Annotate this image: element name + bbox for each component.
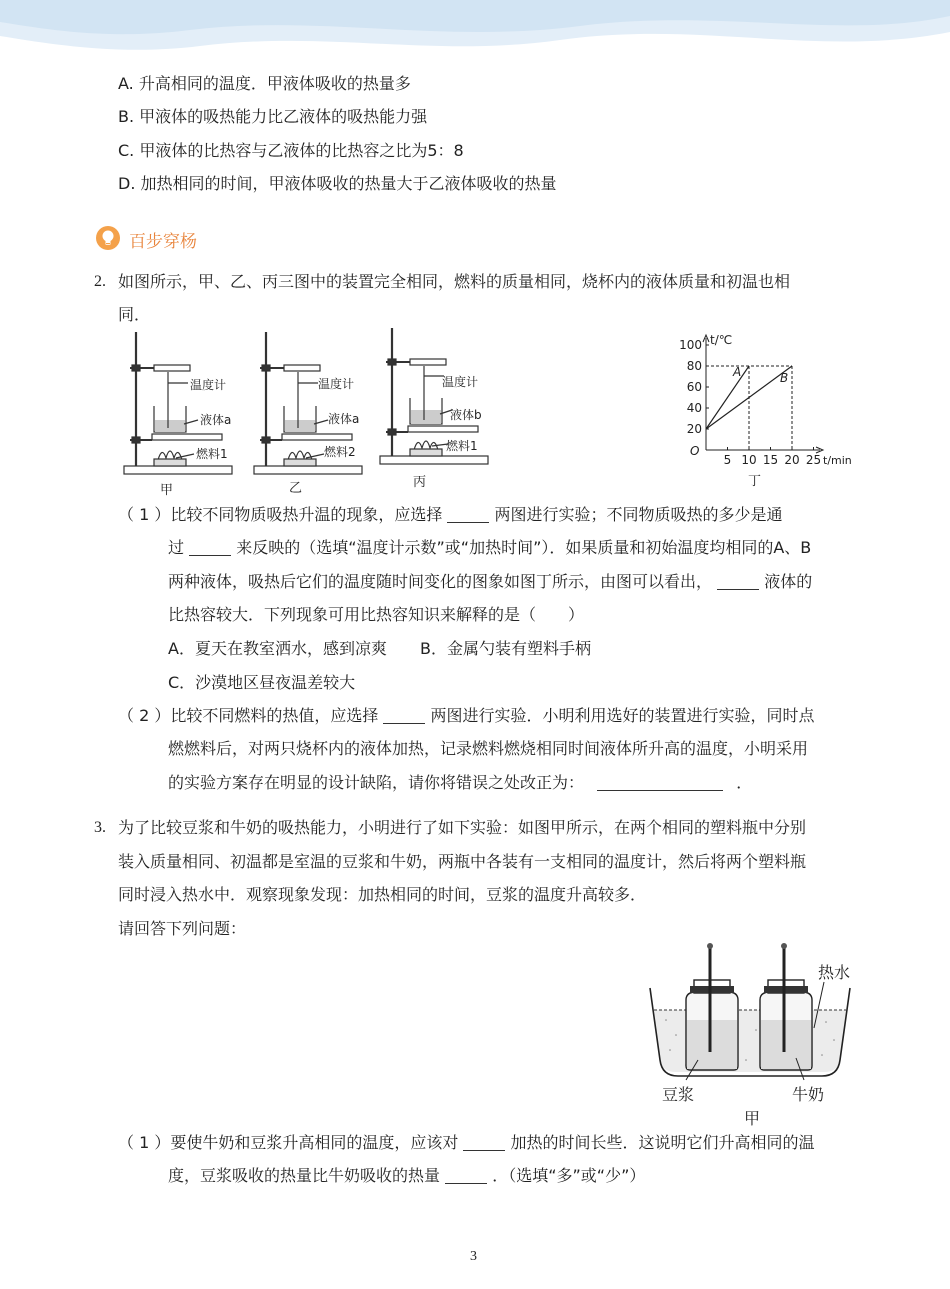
chart-x-tick-label: 20 — [784, 453, 800, 467]
q3-number: 3. — [94, 819, 106, 836]
chart-series-label-B: B — [780, 371, 789, 385]
label-thermometer-jia: 温度计 — [190, 378, 227, 392]
q2-p1-line2 — [168, 538, 811, 558]
chart-x-tick-label: 15 — [762, 453, 779, 467]
q2-p1-line2-b: 来反映的（选填“温度计示数”或“加热时间”）．如果质量和初始温度均相同的A、B — [236, 538, 812, 557]
option-c: C. 甲液体的比热容与乙液体的比热容之比为5：8 — [118, 141, 464, 160]
q2-p1-option-c: C．沙漠地区昼夜温差较大 — [168, 673, 356, 692]
q2-p1-line1 — [118, 505, 783, 525]
chart-x-tick-label: 25 — [805, 453, 822, 467]
q2-p1-line3-a: 两种液体，吸热后它们的温度随时间变化的图象如图丁所示，由图可以看出， — [168, 572, 713, 591]
chart-series-label-A: A — [733, 365, 742, 379]
caption-bing: 丙 — [413, 475, 427, 490]
q3-line3: 同时浸入热水中．观察现象发现：加热相同的时间，豆浆的温度升高较多． — [118, 885, 647, 904]
q3-p1-line2 — [168, 1166, 645, 1186]
q2-p1-blank1[interactable] — [447, 506, 489, 523]
q3-p1-line1-b: 加热的时间长些．这说明它们升高相同的温 — [510, 1133, 815, 1152]
q2-p1-blank2[interactable] — [189, 539, 231, 556]
option-a: A. 升高相同的温度．甲液体吸收的热量多 — [118, 74, 411, 93]
section-title: 百步穿杨 — [129, 232, 197, 252]
q2-stem-line1: 如图所示，甲、乙、丙三图中的装置完全相同，燃料的质量相同，烧杯内的液体质量和初温也相 — [118, 272, 791, 291]
chart-y-label: t/℃ — [710, 333, 733, 347]
q2-p2-line1-b: 两图进行实验．小明利用选好的装置进行实验，同时点 — [430, 706, 815, 725]
q2-p2-line1-a: （ 2 ）比较不同燃料的热值，应选择 — [118, 706, 379, 725]
q2-p2-line2: 燃燃料后，对两只烧杯内的液体加热，记录燃料燃烧相同时间液体所升高的温度，小明采用 — [168, 739, 809, 758]
q2-p1-option-b: B．金属勺装有塑料手柄 — [420, 639, 591, 658]
chart-x-tick-label: 10 — [741, 453, 757, 467]
chart-y-tick-label: 40 — [686, 401, 702, 415]
chart-origin-label: O — [690, 444, 700, 458]
label-hot-water: 热水 — [818, 963, 851, 982]
q2-p2-line3 — [168, 773, 752, 793]
q2-p1-line2-a: 过 — [168, 538, 185, 557]
chart-y-tick-label: 20 — [686, 422, 702, 436]
caption-jia: 甲 — [160, 483, 174, 498]
q2-p2-line1 — [118, 706, 815, 726]
label-fuel2-yi: 燃料2 — [324, 445, 356, 459]
q2-p1-blank3[interactable] — [717, 573, 759, 590]
q3-p1-line1 — [118, 1133, 815, 1153]
q2-p1-line1-b: 两图进行实验；不同物质吸热的多少是通 — [494, 505, 783, 524]
caption-yi: 乙 — [289, 481, 303, 496]
apparatus-figures — [118, 328, 498, 498]
q2-p1-line3 — [168, 572, 812, 592]
q2-p2-line3-a: 的实验方案存在明显的设计缺陷，请你将错误之处改正为： — [168, 773, 585, 792]
label-fuel1-jia: 燃料1 — [196, 447, 228, 461]
q2-p1-option-a: A．夏天在教室洒水，感到凉爽 — [168, 639, 387, 658]
q2-p2-blank1[interactable] — [383, 707, 425, 724]
chart-y-tick-label: 80 — [686, 359, 702, 373]
q3-line4: 请回答下列问题： — [118, 919, 247, 938]
label-thermometer-yi: 温度计 — [318, 377, 355, 391]
option-d: D. 加热相同的时间，甲液体吸收的热量大于乙液体吸收的热量 — [118, 174, 557, 193]
label-liquid-a-yi: 液体a — [328, 412, 360, 426]
label-thermometer-bing: 温度计 — [442, 375, 479, 389]
chart-x-label: t/min — [823, 454, 852, 467]
chart-y-tick-label: 100 — [679, 338, 702, 352]
q3-p1-blank1[interactable] — [463, 1134, 505, 1151]
q3-figure-caption: 甲 — [744, 1109, 761, 1128]
q2-p1-line1-a: （ 1 ）比较不同物质吸热升温的现象，应选择 — [118, 505, 443, 524]
header-wave-banner — [0, 0, 950, 70]
q3-line2: 装入质量相同、初温都是室温的豆浆和牛奶，两瓶中各装有一支相同的温度计，然后将两个塑料瓶 — [118, 852, 807, 871]
temperature-time-chart — [672, 328, 862, 490]
label-soy-milk: 豆浆 — [662, 1085, 695, 1104]
option-b: B. 甲液体的吸热能力比乙液体的吸热能力强 — [118, 107, 428, 126]
q2-p2-blank2[interactable] — [597, 774, 723, 791]
q3-p1-line1-a: （ 1 ）要使牛奶和豆浆升高相同的温度，应该对 — [118, 1133, 459, 1152]
chart-y-tick-label: 60 — [686, 380, 702, 394]
chart-x-tick-label: 5 — [723, 453, 732, 467]
page-number: 3 — [470, 1249, 477, 1264]
label-liquid-b-bing: 液体b — [450, 408, 482, 422]
lightbulb-icon — [95, 225, 121, 251]
q3-p1-blank2[interactable] — [445, 1167, 487, 1184]
q3-line1: 为了比较豆浆和牛奶的吸热能力，小明进行了如下实验：如图甲所示，在两个相同的塑料瓶中分别 — [118, 818, 807, 837]
q2-stem-line2: 同． — [118, 305, 151, 324]
label-fuel1-bing: 燃料1 — [446, 439, 478, 453]
label-liquid-a-jia: 液体a — [200, 413, 232, 427]
q2-p2-line3-b: ． — [736, 773, 753, 792]
q3-p1-line2-b: ．（选填“多”或“少”） — [492, 1166, 646, 1185]
q2-p1-line4: 比热容较大．下列现象可用比热容知识来解释的是（ ） — [168, 605, 585, 624]
label-milk: 牛奶 — [792, 1085, 825, 1104]
q2-number: 2. — [94, 273, 106, 290]
q2-p1-line3-b: 液体的 — [764, 572, 813, 591]
q3-figure-bottles — [646, 940, 858, 1130]
chart-title: 丁 — [748, 474, 762, 489]
q3-p1-line2-a: 度，豆浆吸收的热量比牛奶吸收的热量 — [168, 1166, 441, 1185]
chart-series-line-A — [706, 366, 749, 429]
